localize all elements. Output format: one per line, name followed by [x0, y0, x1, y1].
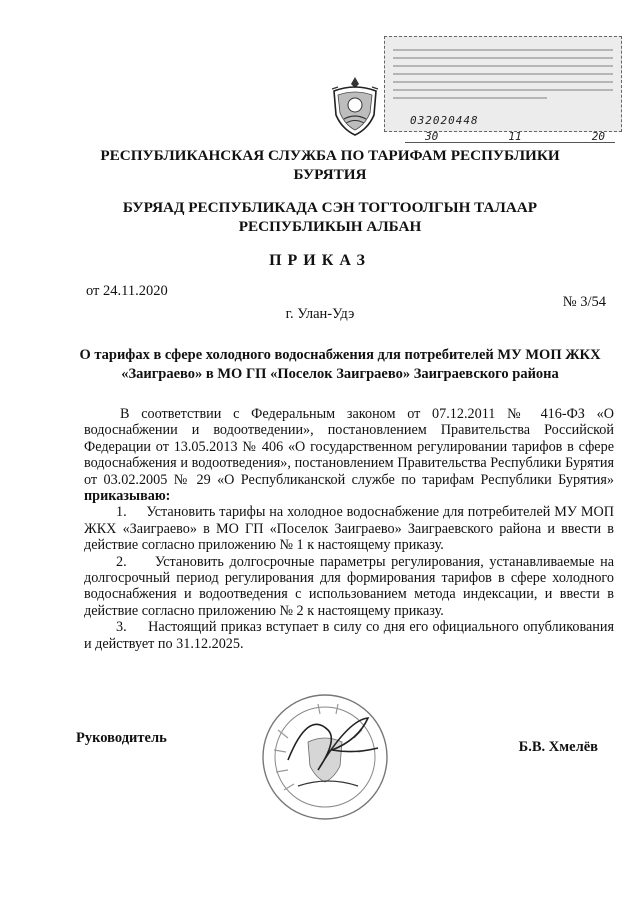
signer-role: Руководитель: [76, 730, 167, 746]
document-subject: О тарифах в сфере холодного водоснабжения для потребителей МУ МОП ЖКХ «Заиграево» в МО ГП «Поселок Заиграево» Заиграевского района: [79, 347, 601, 382]
order-item-number: 3.: [116, 619, 127, 636]
signer-name: Б.В. Хмелёв: [518, 739, 598, 755]
registration-date: [425, 130, 605, 143]
document-number: № 3/54: [562, 294, 606, 310]
org-name-ru: РЕСПУБЛИКАНСКАЯ СЛУЖБА ПО ТАРИФАМ РЕСПУБЛИКИ БУРЯТИЯ: [100, 147, 560, 183]
document-city: г. Улан-Удэ: [285, 306, 355, 322]
order-item-2: [84, 554, 614, 620]
registration-year: 20: [591, 130, 605, 143]
org-name-buryat: БУРЯАД РЕСПУБЛИКАДА СЭН ТОГТООЛГЫН ТАЛААР РЕСПУБЛИКЫН АЛБАН: [122, 199, 538, 235]
coat-of-arms-icon: [328, 75, 382, 139]
registration-number: 032020448: [410, 114, 479, 127]
registration-day: 30: [425, 130, 439, 143]
order-item-3: [84, 619, 614, 652]
preamble-paragraph: [84, 406, 614, 504]
order-item-number: 2.: [116, 553, 127, 570]
document-body: [84, 406, 614, 652]
order-item-1: [84, 504, 614, 553]
document-type: ПРИКАЗ: [269, 252, 371, 269]
order-item-text: Установить тарифы на холодное водоснабжение для потребителей МУ МОП ЖКХ «Заиграево» в МО ГП «Поселок Заиграево» Заиграевского района и ввести в действие согласно приложению № 1 к настоящему приказу.: [84, 504, 614, 554]
preamble-order-word: приказываю:: [84, 488, 171, 505]
registration-month: 11: [508, 130, 522, 143]
order-item-text: Установить долгосрочные параметры регулирования, устанавливаемые на долгосрочный период регулирования для формирования тарифов в сфере холодного водоснабжения и водоотведения с использованием метода индексации, и ввести в действие согласно приложению № 2 к настоящему приказу.: [84, 553, 614, 619]
preamble-text: В соответствии с Федеральным законом от 07.12.2011 № 416-ФЗ «О водоснабжении и водоотведении», постановлением Правительства Российской Федерации от 13.05.2013 № 406 «О государственном регулировании тарифов в сфере водоснабжения и водоотведения», постановлением Правительства Республики Бурятия от 03.02.2005 № 29 «О Республиканской службе по тарифам Республики Бурятия»: [84, 406, 614, 488]
official-seal-icon: [258, 690, 392, 824]
document-date: от 24.11.2020: [86, 283, 168, 299]
order-item-number: 1.: [116, 504, 127, 521]
order-item-text: Настоящий приказ вступает в силу со дня его официального опубликования и действует по 31.12.2025.: [84, 619, 614, 652]
